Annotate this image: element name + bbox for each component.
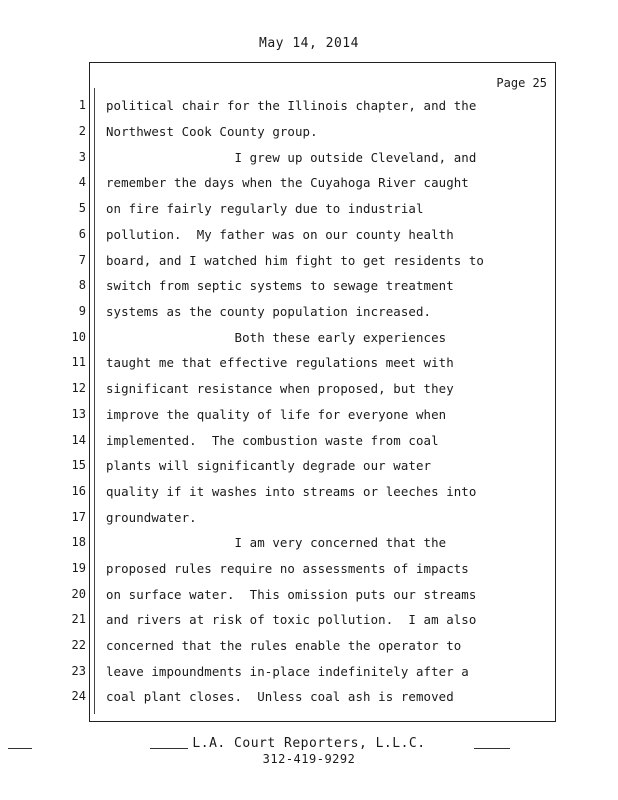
line-number: 10 — [71, 330, 86, 344]
line-text: I am very concerned that the — [106, 535, 447, 550]
line-number: 7 — [78, 253, 86, 267]
transcript-line — [0, 227, 600, 253]
line-number: 2 — [78, 124, 86, 138]
transcript-line — [0, 535, 600, 561]
line-number: 3 — [78, 150, 86, 164]
line-text: implemented. The combustion waste from coal — [106, 433, 439, 448]
line-text: plants will significantly degrade our water — [106, 458, 432, 473]
transcript-line — [0, 638, 600, 664]
line-text: improve the quality of life for everyone when — [106, 407, 447, 422]
line-number: 13 — [71, 407, 86, 421]
transcript-line — [0, 98, 600, 124]
line-number: 20 — [71, 587, 86, 601]
transcript-line — [0, 253, 600, 279]
line-number: 4 — [78, 175, 86, 189]
line-text: concerned that the rules enable the operator to — [106, 638, 462, 653]
line-text: significant resistance when proposed, but they — [106, 381, 454, 396]
line-number: 21 — [71, 612, 86, 626]
transcript-line — [0, 689, 600, 715]
transcript-line — [0, 510, 600, 536]
line-text: groundwater. — [106, 510, 197, 525]
transcript-line — [0, 612, 600, 638]
line-text: quality if it washes into streams or leeches into — [106, 484, 477, 499]
line-number: 9 — [78, 304, 86, 318]
transcript-line — [0, 407, 600, 433]
transcript-line — [0, 278, 600, 304]
line-text: Both these early experiences — [106, 330, 447, 345]
footer-company: L.A. Court Reporters, L.L.C. — [192, 736, 426, 751]
line-number: 14 — [71, 433, 86, 447]
line-text: and rivers at risk of toxic pollution. I am also — [106, 612, 477, 627]
transcript-line — [0, 484, 600, 510]
transcript-line — [0, 150, 600, 176]
line-number: 6 — [78, 227, 86, 241]
line-number: 15 — [71, 458, 86, 472]
transcript-line — [0, 124, 600, 150]
line-number: 22 — [71, 638, 86, 652]
transcript-line — [0, 458, 600, 484]
transcript-line — [0, 561, 600, 587]
transcript-line — [0, 664, 600, 690]
page-number: Page 25 — [496, 76, 547, 90]
line-text: political chair for the Illinois chapter, and the — [106, 98, 477, 113]
line-number: 12 — [71, 381, 86, 395]
line-text: systems as the county population increased. — [106, 304, 432, 319]
line-text: on fire fairly regularly due to industrial — [106, 201, 424, 216]
line-text: leave impoundments in-place indefinitely after a — [106, 664, 469, 679]
transcript-line — [0, 355, 600, 381]
line-number: 11 — [71, 355, 86, 369]
footer-phone: 312-419-9292 — [262, 752, 356, 766]
line-text: taught me that effective regulations meet with — [106, 355, 454, 370]
line-text: remember the days when the Cuyahoga River caught — [106, 175, 469, 190]
line-text: coal plant closes. Unless coal ash is removed — [106, 689, 454, 704]
transcript-line — [0, 433, 600, 459]
line-text: switch from septic systems to sewage treatment — [106, 278, 454, 293]
line-text: on surface water. This omission puts our streams — [106, 587, 477, 602]
line-number: 23 — [71, 664, 86, 678]
line-number: 18 — [71, 535, 86, 549]
line-number: 5 — [78, 201, 86, 215]
transcript-line — [0, 304, 600, 330]
line-text: I grew up outside Cleveland, and — [106, 150, 477, 165]
line-number: 24 — [71, 689, 86, 703]
transcript-line — [0, 175, 600, 201]
transcript-line — [0, 587, 600, 613]
header-date: May 14, 2014 — [259, 36, 359, 51]
line-number: 1 — [78, 98, 86, 112]
line-text: proposed rules require no assessments of impacts — [106, 561, 469, 576]
line-text: board, and I watched him fight to get residents to — [106, 253, 484, 268]
transcript-line — [0, 381, 600, 407]
line-text: pollution. My father was on our county health — [106, 227, 454, 242]
line-number: 8 — [78, 278, 86, 292]
line-text: Northwest Cook County group. — [106, 124, 318, 139]
transcript-line — [0, 201, 600, 227]
line-number: 17 — [71, 510, 86, 524]
transcript-line — [0, 330, 600, 356]
line-number: 16 — [71, 484, 86, 498]
line-number: 19 — [71, 561, 86, 575]
